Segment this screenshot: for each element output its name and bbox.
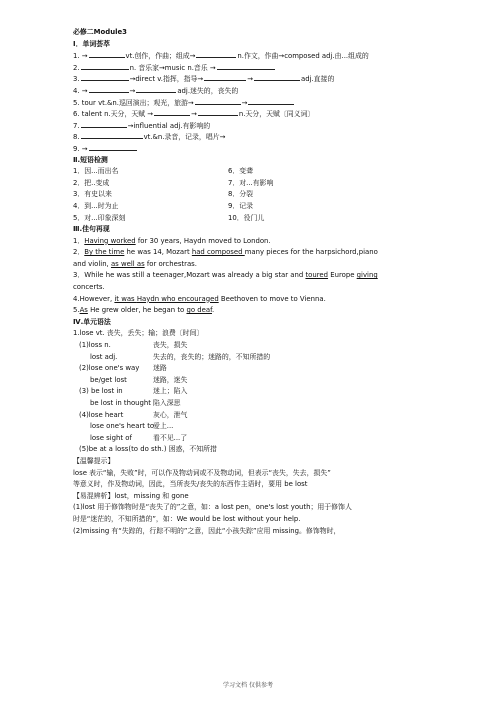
- phrase-item: 10．役门儿: [228, 213, 265, 222]
- phrase-row: [73, 178, 453, 190]
- sentence-text: 4.However,: [73, 294, 115, 303]
- grammar-term: lose one's heart to: [90, 422, 155, 431]
- grammar-item-5: (5)be at a loss(to do sth.) 困惑，不知所措: [79, 445, 217, 454]
- grammar-term: (3) be lost in: [79, 387, 123, 396]
- sentence-text: for orchestras.: [144, 259, 197, 268]
- phrase-item: 8．分裂: [228, 190, 254, 199]
- sentence-text: 3．While he was still a teenager,Mozart was already a big star and: [73, 271, 306, 280]
- answer-blank[interactable]: [198, 108, 238, 116]
- answer-blank[interactable]: [154, 108, 190, 116]
- vocab-line-5: [73, 97, 453, 109]
- vocab-text: vt.&n.录音，记录，唱片→: [143, 133, 226, 142]
- underlined-phrase: As: [79, 306, 88, 315]
- phrase-item: 1．因...而出名: [73, 167, 119, 176]
- grammar-item: [73, 363, 453, 375]
- phrase-item: 4．到...时为止: [73, 201, 119, 210]
- answer-blank[interactable]: [248, 97, 294, 105]
- phrase-item: 5．对...印象深刻: [73, 213, 126, 222]
- vocab-line-4: [73, 85, 453, 97]
- grammar-meaning: 看不见...了: [153, 433, 188, 442]
- distinction-heading: 【易混辨析】lost，missing 和 gone: [73, 491, 189, 500]
- sentence-3-cont: concerts.: [73, 283, 105, 292]
- vocab-text: →direct v.指挥，指导→: [129, 75, 204, 84]
- phrase-item: 7．对...有影响: [228, 178, 274, 187]
- vocab-text: adj.直接的: [300, 75, 335, 84]
- vocab-text: n.天分，天赋〔同义词〕: [238, 110, 315, 119]
- grammar-meaning: 失去的，丧失的；迷路的，不知所措的: [153, 352, 271, 361]
- vocab-text: 8.: [73, 133, 80, 142]
- sentence-3: [73, 270, 453, 282]
- answer-blank[interactable]: [81, 131, 143, 139]
- underlined-phrase: giving: [356, 271, 378, 280]
- answer-blank[interactable]: [81, 62, 129, 70]
- vocab-text: →influential adj.有影响的: [127, 121, 211, 130]
- vocab-text: 1. →: [73, 52, 88, 61]
- grammar-meaning: 陷入深思: [153, 399, 181, 407]
- vocab-text: 3.: [73, 75, 80, 84]
- vocab-line-8: [73, 131, 453, 143]
- phrase-row: [73, 189, 453, 201]
- section-heading-phrases: Ⅱ.短语检测: [73, 155, 108, 164]
- vocab-text: n.作文，作曲→composed adj.由...组成的: [237, 52, 369, 61]
- grammar-item: [73, 410, 453, 422]
- grammar-meaning: 灰心，泄气: [153, 410, 188, 419]
- vocab-text: 5. tour vt.&n.巡回演出；观光，旅游→: [73, 98, 194, 107]
- vocab-text: 7.: [73, 121, 80, 130]
- underlined-phrase: By the time: [84, 248, 125, 257]
- vocab-text: 4. →: [73, 86, 88, 95]
- grammar-item: [73, 433, 453, 445]
- grammar-meaning: 迷上；陷入: [153, 387, 188, 396]
- grammar-term: (1)loss n.: [79, 341, 111, 350]
- phrase-row: [73, 201, 453, 213]
- tip-text-1: lose 表示“输，失败”时，可以作及物动词或不及物动词，但表示“丧失，失去，损失”: [73, 468, 331, 477]
- answer-blank[interactable]: [81, 73, 129, 81]
- vocab-text: n. 音乐家→music n.音乐 →: [129, 63, 216, 72]
- answer-blank[interactable]: [89, 85, 129, 93]
- answer-blank[interactable]: [195, 97, 241, 105]
- sentence-text: Europe: [328, 271, 357, 280]
- sentence-text: .: [212, 306, 215, 315]
- vocab-text: vt.创作，作曲；组成→: [125, 52, 196, 61]
- grammar-term: (2)lose one's way: [79, 364, 140, 373]
- grammar-item: [73, 421, 453, 433]
- sentence-text: for 30 years, Haydn moved to London.: [135, 236, 271, 245]
- sentence-2-cont: [73, 259, 453, 271]
- vocab-line-1: [73, 50, 453, 62]
- grammar-term: be/get lost: [90, 375, 127, 384]
- sentence-5: [73, 305, 453, 317]
- answer-blank[interactable]: [254, 73, 300, 81]
- document-page: [73, 27, 453, 537]
- vocab-text: adj.迷失的，丧失的: [177, 86, 239, 95]
- phrase-item: 3．有史以来: [73, 190, 112, 199]
- grammar-meaning: 迷路: [153, 364, 167, 373]
- grammar-term: (4)lose heart: [79, 410, 124, 419]
- vocab-text: 9. →: [73, 144, 88, 153]
- section-heading-vocab: Ⅰ．单词荟萃: [73, 39, 111, 48]
- vocab-line-7: [73, 120, 453, 132]
- sentence-text: 5.: [73, 306, 80, 315]
- sentence-2: [73, 247, 453, 259]
- grammar-meaning: 丧失，损失: [153, 341, 188, 350]
- page-footer: 学习文档 仅供参考: [223, 682, 273, 689]
- vocab-line-2: [73, 62, 453, 74]
- tip-heading: 【温馨提示】: [73, 456, 115, 465]
- underlined-phrase: Haydn who encouraged: [136, 294, 219, 303]
- vocab-text: 6. talent n.天分，天赋 →: [73, 110, 154, 119]
- section-heading-grammar: Ⅳ.单元语法: [73, 317, 111, 326]
- sentence-text: Beethoven to move to Vienna.: [218, 294, 326, 303]
- answer-blank[interactable]: [89, 50, 125, 58]
- underlined-phrase: as well as: [110, 259, 145, 268]
- vocab-line-9: [73, 143, 453, 155]
- grammar-term: lose sight of: [90, 433, 132, 442]
- answer-blank[interactable]: [136, 85, 176, 93]
- sentence-text: He grew older, he began to: [87, 306, 187, 315]
- grammar-meaning: 迷路，迷失: [153, 375, 188, 384]
- distinction-text: (2)missing 有“失踪的，行踪不明的”之意，因此“小孩失踪”应用 missing。修饰物时，: [73, 526, 341, 535]
- underlined-phrase: had composed: [191, 248, 245, 257]
- grammar-item: [73, 352, 453, 364]
- distinction-text: (1)lost 用于修饰物时是“丧失了的”之意，如：a lost pen，one's lost youth；用于修饰人: [73, 503, 352, 512]
- grammar-item: [73, 398, 453, 410]
- vocab-text: →: [241, 98, 248, 107]
- phrase-item: 9．记录: [228, 201, 254, 210]
- section-heading-sentences: Ⅲ.佳句再现: [73, 225, 110, 234]
- phrase-item: 6．变聋: [228, 167, 254, 176]
- phrase-row: [73, 166, 453, 178]
- phrase-item: 2．把..变成: [73, 178, 110, 187]
- grammar-item: [73, 340, 453, 352]
- answer-blank[interactable]: [81, 120, 127, 128]
- tip-text-2: 等意义时，作及物动词，因此，当所丧失/丧失的东西作主语时，要用 be lost: [73, 480, 308, 489]
- vocab-text: →: [191, 110, 197, 119]
- sentence-text: 2．: [73, 248, 85, 257]
- sentence-text: he was 14, Mozart: [124, 248, 192, 257]
- underlined-phrase: toured: [305, 271, 329, 280]
- underlined-phrase: go deaf: [186, 306, 212, 315]
- grammar-item: [73, 386, 453, 398]
- answer-blank[interactable]: [196, 50, 236, 58]
- vocab-line-6: [73, 108, 453, 120]
- vocab-text: →: [129, 86, 136, 95]
- vocab-line-3: [73, 73, 453, 85]
- vocab-text: →: [247, 75, 253, 84]
- doc-title: 必修二Module3: [73, 28, 127, 36]
- grammar-term: lost adj.: [90, 352, 118, 361]
- sentence-text: and violin,: [73, 259, 111, 268]
- distinction-text: 时是“迷茫的，不知所措的”，如：We would be lost without your help.: [73, 514, 301, 523]
- underlined-phrase: it was: [114, 294, 137, 303]
- vocab-text: 2.: [73, 63, 80, 72]
- answer-blank[interactable]: [204, 73, 246, 81]
- grammar-intro: 1.lose vt. 丧失，丢失；输；浪费〔时间〕: [73, 329, 204, 338]
- answer-blank[interactable]: [217, 62, 275, 70]
- sentence-4: [73, 294, 453, 306]
- sentence-text: 1．: [73, 236, 85, 245]
- grammar-item: [73, 375, 453, 387]
- sentence-1: [73, 236, 453, 248]
- grammar-term: be lost in thought: [90, 399, 151, 407]
- sentence-text: many pieces for the harpsichord,piano: [244, 248, 378, 257]
- phrase-row: [73, 213, 453, 225]
- underlined-phrase: Having worked: [84, 236, 136, 245]
- answer-blank[interactable]: [89, 143, 137, 151]
- grammar-meaning: 爱上...: [153, 422, 174, 431]
